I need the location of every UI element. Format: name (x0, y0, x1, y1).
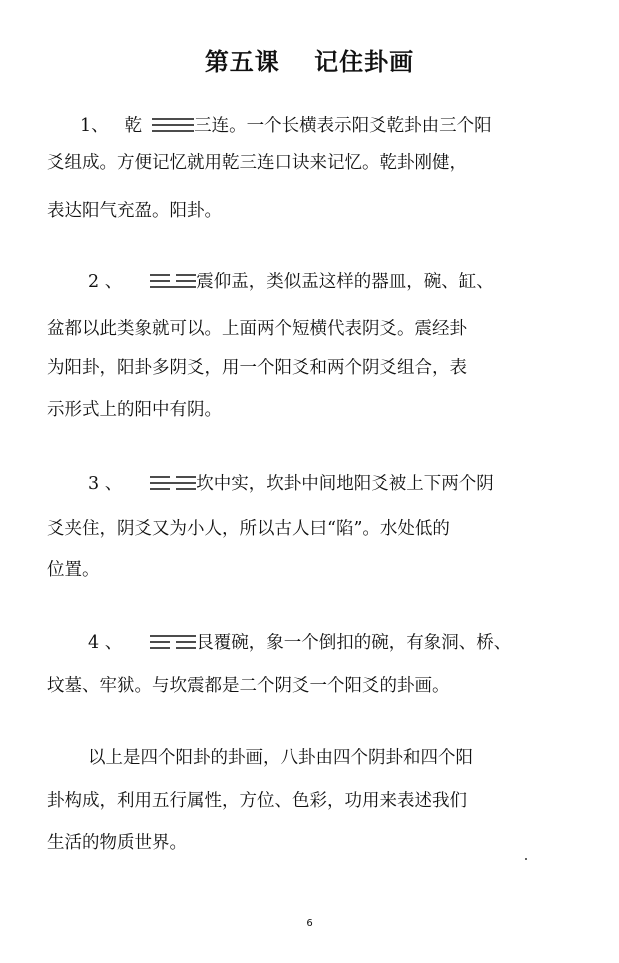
item-2-text-3: 为阳卦，阳卦多阴爻，用一个阳爻和两个阴爻组合，表 (47, 358, 467, 378)
item-1-text-3: 表达阳气充盈。阳卦。 (47, 201, 222, 221)
item-4-number: 4 、 (88, 633, 123, 653)
item-1-name: 乾 (124, 116, 143, 136)
item-1-number: 1、 (80, 116, 109, 136)
item-2-text-4: 示形式上的阳中有阴。 (47, 400, 222, 420)
zhen-trigram-icon (150, 272, 196, 290)
item-3-text-3: 位置。 (47, 560, 100, 580)
qian-trigram-icon (152, 116, 194, 134)
item-3-number: 3 、 (88, 474, 123, 494)
summary-text-3: 生活的物质世界。 (47, 833, 187, 853)
gen-trigram-icon (150, 633, 196, 651)
item-1-text-1: 三连。一个长横表示阳爻乾卦由三个阳 (194, 116, 492, 136)
item-2-line-1 (88, 270, 494, 294)
item-3-text-1: 坎中实，坎卦中间地阳爻被上下两个阴 (196, 474, 494, 494)
scan-speck (525, 858, 527, 860)
item-1-line-1 (80, 114, 492, 138)
lesson-title: 第五课 记住卦画 (204, 48, 415, 76)
item-4-text-2: 坟墓、牢狱。与坎震都是二个阴爻一个阳爻的卦画。 (47, 676, 450, 696)
item-2-number: 2 、 (88, 272, 123, 292)
item-4-line-1 (88, 631, 511, 655)
item-2-text-1: 震仰盂，类似盂这样的器皿，碗、缸、 (196, 272, 494, 292)
page-number: 6 (306, 918, 313, 929)
item-1-text-2: 爻组成。方便记忆就用乾三连口诀来记忆。乾卦刚健， (47, 153, 467, 173)
item-3-line-1 (88, 472, 494, 496)
kan-trigram-icon (150, 474, 196, 492)
item-4-text-1: 艮覆碗，象一个倒扣的碗，有象洞、桥、 (196, 633, 512, 653)
item-3-text-2: 爻夹住，阴爻又为小人，所以古人曰“陷”。水处低的 (47, 519, 450, 539)
summary-text-2: 卦构成，利用五行属性，方位、色彩，功用来表述我们 (47, 791, 467, 811)
item-2-text-2: 盆都以此类象就可以。上面两个短横代表阴爻。震经卦 (47, 319, 467, 339)
summary-text-1: 以上是四个阳卦的卦画，八卦由四个阴卦和四个阳 (88, 748, 473, 768)
